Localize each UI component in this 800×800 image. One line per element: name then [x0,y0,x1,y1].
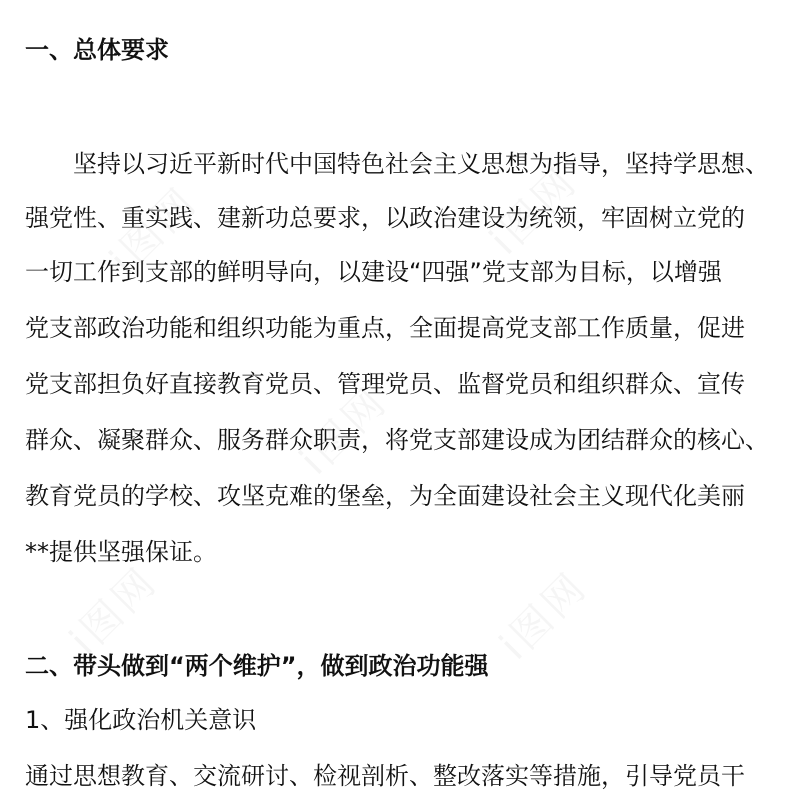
watermark: i图网 [491,563,597,669]
section-1-line: 坚持以习近平新时代中国特色社会主义思想为指导，坚持学思想、 [73,150,769,178]
section-2-title: 二、带头做到“两个维护”，做到政治功能强 [25,652,489,680]
section-1-line: 一切工作到支部的鲜明导向，以建设“四强”党支部为目标，以增强 [25,258,722,286]
section-1-line: 教育党员的学校、攻坚克难的堡垒，为全面建设社会主义现代化美丽 [25,482,745,510]
section-2-line: 通过思想教育、交流研讨、检视剖析、整改落实等措施，引导党员干 [25,762,745,790]
watermark: i图网 [61,558,167,664]
section-1-line: 群众、凝聚群众、服务群众职责，将党支部建设成为团结群众的核心、 [25,426,769,454]
watermark: i图网 [291,378,397,484]
watermark: i图网 [101,178,207,284]
section-1-title: 一、总体要求 [25,36,169,64]
section-1-line: 党支部担负好直接教育党员、管理党员、监督党员和组织群众、宣传 [25,370,745,398]
watermark: i图网 [481,158,587,264]
section-1-line: 党支部政治功能和组织功能为重点，全面提高党支部工作质量，促进 [25,314,745,342]
section-2-subtitle: 1、强化政治机关意识 [25,706,257,734]
section-1-line: **提供坚强保证。 [25,538,217,566]
section-1-line: 强党性、重实践、建新功总要求，以政治建设为统领，牢固树立党的 [25,204,745,232]
